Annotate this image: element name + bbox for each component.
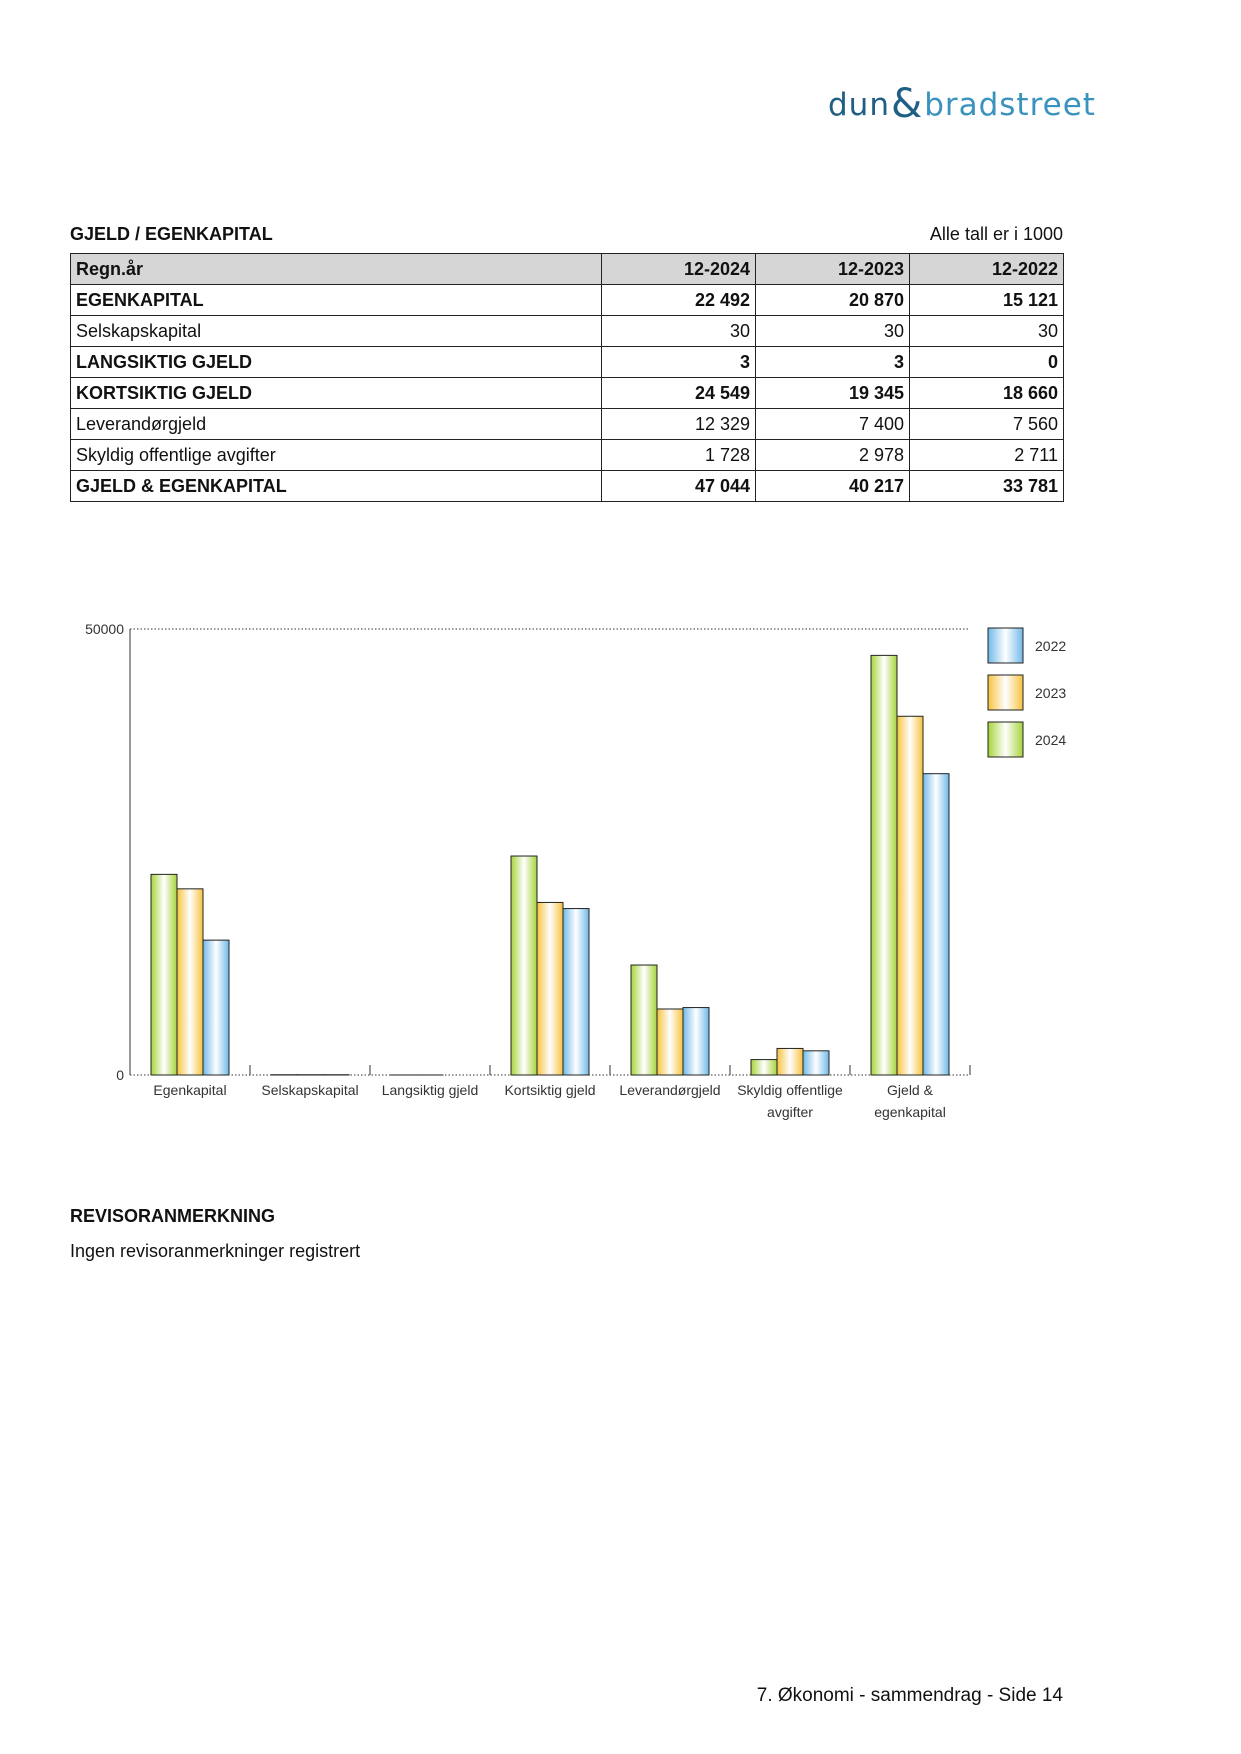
- cell-value: 7 560: [910, 409, 1064, 440]
- dun-bradstreet-logo: [828, 80, 1096, 127]
- cell-value: 19 345: [756, 378, 910, 409]
- bar-2022: [563, 909, 589, 1075]
- cell-value: 30: [602, 316, 756, 347]
- x-tick-label: Gjeld &: [887, 1082, 933, 1098]
- x-tick-label: Kortsiktig gjeld: [504, 1082, 596, 1098]
- row-label: GJELD & EGENKAPITAL: [71, 471, 602, 502]
- page-footer: 7. Økonomi - sammendrag - Side 14: [756, 1685, 1063, 1706]
- cell-value: 20 870: [756, 285, 910, 316]
- bar-2024: [871, 655, 897, 1075]
- cell-value: 30: [910, 316, 1064, 347]
- x-tick-label: Skyldig offentlige: [737, 1082, 843, 1098]
- legend-swatch-2023: [988, 675, 1023, 710]
- table-header-row: [71, 254, 1064, 285]
- bar-2024: [511, 856, 537, 1075]
- revisor-title: REVISORANMERKNING: [70, 1206, 276, 1226]
- bar-2024: [751, 1060, 777, 1075]
- table-row: [71, 471, 1064, 502]
- row-label: Selskapskapital: [71, 316, 602, 347]
- section-title: GJELD / EGENKAPITAL: [70, 224, 273, 244]
- table-row: [71, 347, 1064, 378]
- bar-chart-svg: [0, 600, 1241, 1160]
- cell-value: 12 329: [602, 409, 756, 440]
- revisor-text: Ingen revisoranmerkninger registrert: [70, 1241, 361, 1261]
- legend-swatch-2022: [988, 628, 1023, 663]
- bar-2023: [177, 889, 203, 1075]
- header-cell: 12-2022: [910, 254, 1064, 285]
- legend-label: 2024: [1035, 732, 1067, 748]
- row-label: KORTSIKTIG GJELD: [71, 378, 602, 409]
- header-cell: Regn.år: [71, 254, 602, 285]
- x-tick-label: Langsiktig gjeld: [381, 1082, 479, 1098]
- cell-value: 2 978: [756, 440, 910, 471]
- cell-value: 3: [602, 347, 756, 378]
- cell-value: 33 781: [910, 471, 1064, 502]
- x-tick-label: avgifter: [767, 1104, 813, 1120]
- bar-2022: [803, 1051, 829, 1075]
- row-label: LANGSIKTIG GJELD: [71, 347, 602, 378]
- cell-value: 30: [756, 316, 910, 347]
- row-label: Leverandørgjeld: [71, 409, 602, 440]
- logo-text-bradstreet: bradstreet: [924, 87, 1096, 123]
- legend-swatch-2024: [988, 722, 1023, 757]
- cell-value: 1 728: [602, 440, 756, 471]
- cell-value: 22 492: [602, 285, 756, 316]
- bar-2022: [683, 1008, 709, 1075]
- table-row: [71, 440, 1064, 471]
- cell-value: 7 400: [756, 409, 910, 440]
- unit-note: Alle tall er i 1000: [929, 224, 1063, 244]
- header-cell: 12-2023: [756, 254, 910, 285]
- table-row: [71, 285, 1064, 316]
- bar-2023: [777, 1048, 803, 1075]
- bar-2023: [897, 716, 923, 1075]
- cell-value: 24 549: [602, 378, 756, 409]
- legend-label: 2023: [1035, 685, 1067, 701]
- legend-label: 2022: [1035, 638, 1067, 654]
- cell-value: 0: [910, 347, 1064, 378]
- x-tick-label: egenkapital: [874, 1104, 946, 1120]
- cell-value: 40 217: [756, 471, 910, 502]
- cell-value: 3: [756, 347, 910, 378]
- row-label: Skyldig offentlige avgifter: [71, 440, 602, 471]
- financial-table: [70, 253, 1064, 502]
- bar-chart: [0, 600, 1241, 1160]
- x-tick-label: Egenkapital: [153, 1082, 227, 1098]
- x-tick-label: Selskapskapital: [261, 1082, 359, 1098]
- cell-value: 47 044: [602, 471, 756, 502]
- table-row: [71, 378, 1064, 409]
- logo-text-dun: dun: [828, 87, 890, 123]
- bar-2024: [151, 874, 177, 1075]
- cell-value: 15 121: [910, 285, 1064, 316]
- y-tick-label: 0: [116, 1067, 124, 1083]
- bar-2023: [657, 1009, 683, 1075]
- header-cell: 12-2024: [602, 254, 756, 285]
- logo-ampersand: &: [890, 81, 924, 127]
- y-tick-label: 50000: [85, 621, 124, 637]
- row-label: EGENKAPITAL: [71, 285, 602, 316]
- bar-2024: [631, 965, 657, 1075]
- bar-2022: [203, 940, 229, 1075]
- table-row: [71, 409, 1064, 440]
- cell-value: 18 660: [910, 378, 1064, 409]
- bar-2023: [537, 902, 563, 1075]
- cell-value: 2 711: [910, 440, 1064, 471]
- bar-2022: [923, 774, 949, 1075]
- x-tick-label: Leverandørgjeld: [619, 1082, 721, 1098]
- table-row: [71, 316, 1064, 347]
